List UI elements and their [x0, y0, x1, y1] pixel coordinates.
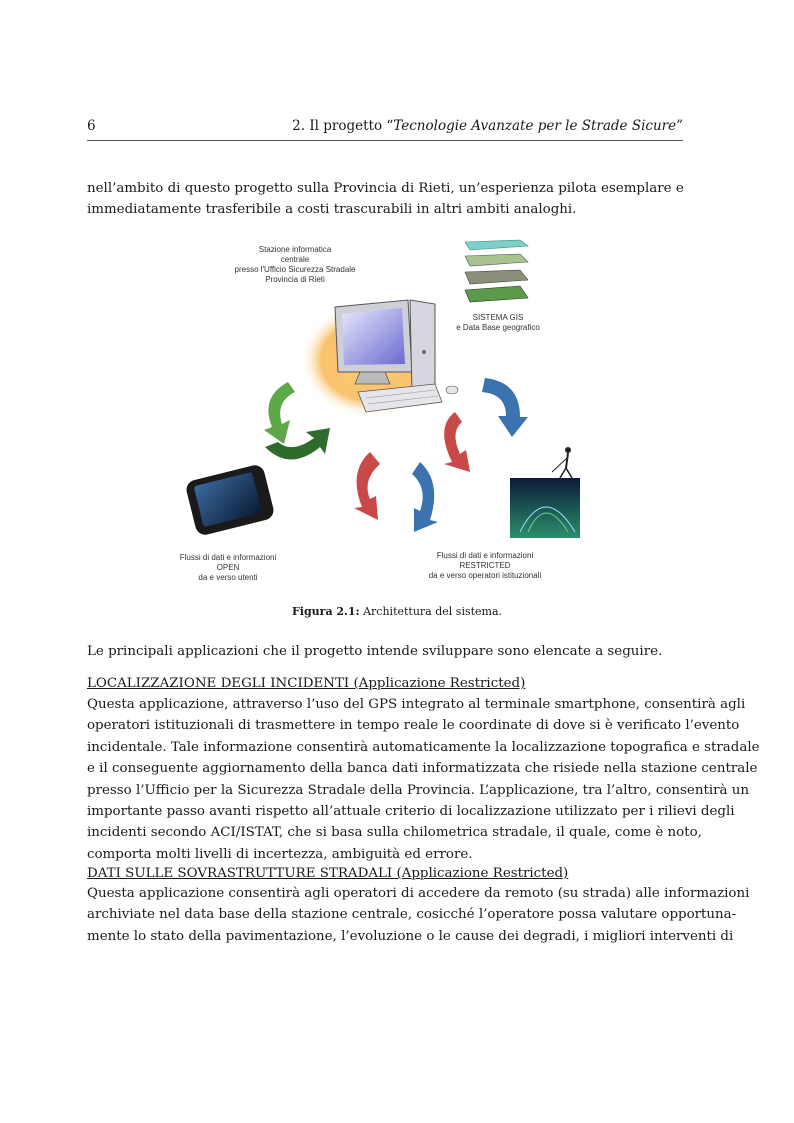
text-line: Le principali applicazioni che il progetto intende sviluppare sono elencate a seguire.	[87, 644, 663, 659]
text-line: archiviate nel data base della stazione centrale, cosicché l’operatore possa valutare opportuna-	[87, 907, 737, 923]
chapter-title: 2. Il progetto “Tecnologie Avanzate per le Strade Sicure”	[292, 118, 683, 134]
label-open-3: da e verso utenti	[198, 573, 258, 582]
text-line: immediatamente trasferibile a costi trascurabili in altri ambiti analoghi.	[87, 202, 577, 218]
label-restricted-3: da e verso operatori istituzionali	[428, 571, 542, 580]
label-station-3: presso l'Ufficio Sicurezza Stradale	[234, 265, 356, 274]
label-gis-2: e Data Base geografico	[456, 323, 540, 332]
label-station-1: Stazione informatica	[258, 245, 332, 254]
figure-illustration	[180, 232, 600, 594]
text-line: incidenti secondo ACI/ISTAT, che si basa sulla chilometrica stradale, il quale, come è noto,	[87, 825, 702, 841]
text-line: Questa applicazione, attraverso l’uso del GPS integrato al terminale smartphone, consentirà agli	[87, 697, 746, 712]
text-line: e il conseguente aggiornamento della banca dati informatizzata che risiede nella stazione centrale	[87, 761, 758, 777]
figure-caption: Figura 2.1: Architettura del sistema.	[291, 605, 503, 618]
text-line: presso l’Ufficio per la Sicurezza Stradale della Provincia. L’applicazione, tra l’altro, consentirà un	[87, 782, 750, 798]
lead-paragraph	[87, 641, 683, 662]
road-survey-icon	[510, 447, 580, 538]
system-architecture-figure	[180, 232, 600, 594]
section1-paragraph	[87, 694, 760, 865]
label-open-2: OPEN	[216, 563, 240, 572]
label-restricted-1: Flussi di dati e informazioni	[436, 551, 534, 560]
running-header	[87, 116, 683, 141]
smartphone-icon	[184, 463, 275, 537]
text-line: importante passo avanti rispetto all’attuale criterio di localizzazione utilizzato per i rilievi degli	[87, 803, 735, 819]
label-station-2: centrale	[280, 255, 310, 264]
section-heading-localizzazione: LOCALIZZAZIONE DEGLI INCIDENTI (Applicazione Restricted)	[87, 676, 526, 691]
label-restricted-2: RESTRICTED	[459, 561, 511, 570]
gis-layers-icon	[465, 240, 528, 302]
text-line: mente lo stato della pavimentazione, l’evoluzione o le cause dei degradi, i migliori interventi di	[87, 928, 734, 944]
text-line: operatori istituzionali di trasmettere in tempo reale le coordinate di dove si è verificato l’evento	[87, 718, 740, 734]
text-line: Questa applicazione consentirà agli operatori di accedere da remoto (su strada) alle informazioni	[87, 886, 750, 901]
text-line: comporta molti livelli di incertezza, ambiguità ed errore.	[87, 846, 473, 862]
text-line: incidentale. Tale informazione consentirà automaticamente la localizzazione topografica e stradale	[87, 739, 760, 755]
label-gis-1: SISTEMA GIS	[472, 313, 524, 322]
intro-paragraph	[87, 178, 683, 221]
text-line: nell’ambito di questo progetto sulla Provincia di Rieti, un’esperienza pilota esemplare e	[87, 181, 684, 196]
section-heading-sovrastrutture: DATI SULLE SOVRASTRUTTURE STRADALI (Applicazione Restricted)	[87, 866, 569, 881]
page-number: 6	[87, 118, 96, 134]
label-station-4: Provincia di Rieti	[265, 275, 325, 284]
label-open-1: Flussi di dati e informazioni	[180, 553, 277, 562]
section2-paragraph	[87, 883, 750, 947]
